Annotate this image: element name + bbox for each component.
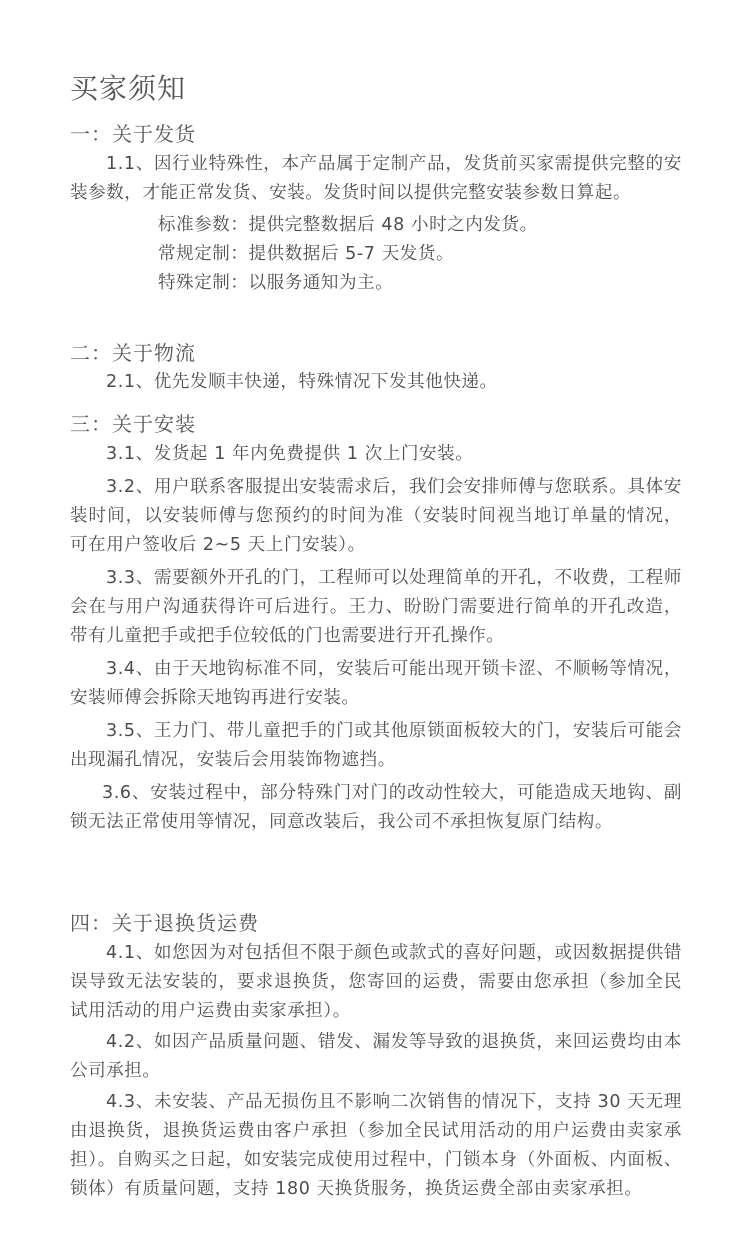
paragraph: 4.2、如因产品质量问题、错发、漏发等导致的退换货，来回运费均由本公司承担。	[70, 1032, 682, 1081]
paragraph: 3.5、王力门、带儿童把手的门或其他原锁面板较大的门，安装后可能会出现漏孔情况，安装后会用装饰物遮挡。	[70, 721, 682, 770]
section-shipping	[70, 120, 682, 298]
section-logistics	[70, 339, 682, 397]
section-return-freight	[70, 909, 682, 1204]
standard-line: 标准参数：提供完整数据后 48 小时之内发货。	[158, 215, 538, 235]
paragraph: 3.2、用户联系客服提出安装需求后，我们会安排师傅与您联系。具体安装时间，以安装师傅与您预约的时间为准（安装时间视当地订单量的情况，可在用户签收后 2~5 天上门安装）。	[70, 477, 682, 555]
section-heading: 一：关于发货	[70, 122, 196, 146]
paragraph: 1.1、因行业特殊性，本产品属于定制产品，发货前买家需提供完整的安装参数，才能正常发货、安装。发货时间以提供完整安装参数日算起。	[70, 154, 682, 203]
paragraph: 3.4、由于天地钩标准不同，安装后可能出现开锁卡涩、不顺畅等情况，安装师傅会拆除天地钩再进行安装。	[70, 659, 682, 708]
standard-line: 常规定制：提供数据后 5-7 天发货。	[158, 244, 455, 264]
page-title: 买家须知	[70, 72, 187, 105]
paragraph: 2.1、优先发顺丰快递，特殊情况下发其他快递。	[106, 372, 498, 392]
paragraph: 4.3、未安装、产品无损伤且不影响二次销售的情况下，支持 30 天无理由退换货，退换货运费由客户承担（参加全民试用活动的用户运费由卖家承担）。自购买之日起，如安装完成使用过程中，门锁本身（外面板、内面板、锁体）有质量问题，支持 180 天换货服务，换货运费全部由卖家承担。	[70, 1092, 682, 1199]
section-heading: 二：关于物流	[70, 341, 196, 365]
section-heading: 四：关于退换货运费	[70, 911, 259, 935]
section-heading: 三：关于安装	[70, 412, 196, 436]
section-installation	[70, 410, 682, 837]
paragraph: 3.6、安装过程中，部分特殊门对门的改动性较大，可能造成天地钩、副锁无法正常使用等情况，同意改装后，我公司不承担恢复原门结构。	[70, 783, 682, 832]
paragraph: 3.3、需要额外开孔的门，工程师可以处理简单的开孔，不收费，工程师会在与用户沟通获得许可后进行。王力、盼盼门需要进行简单的开孔改造，带有儿童把手或把手位较低的门也需要进行开孔操作。	[70, 568, 682, 646]
paragraph: 4.1、如您因为对包括但不限于颜色或款式的喜好问题，或因数据提供错误导致无法安装的，要求退换货，您寄回的运费，需要由您承担（参加全民试用活动的用户运费由卖家承担）。	[70, 943, 682, 1021]
paragraph: 3.1、发货起 1 年内免费提供 1 次上门安装。	[106, 444, 474, 464]
standard-line: 特殊定制：以服务通知为主。	[158, 273, 394, 293]
